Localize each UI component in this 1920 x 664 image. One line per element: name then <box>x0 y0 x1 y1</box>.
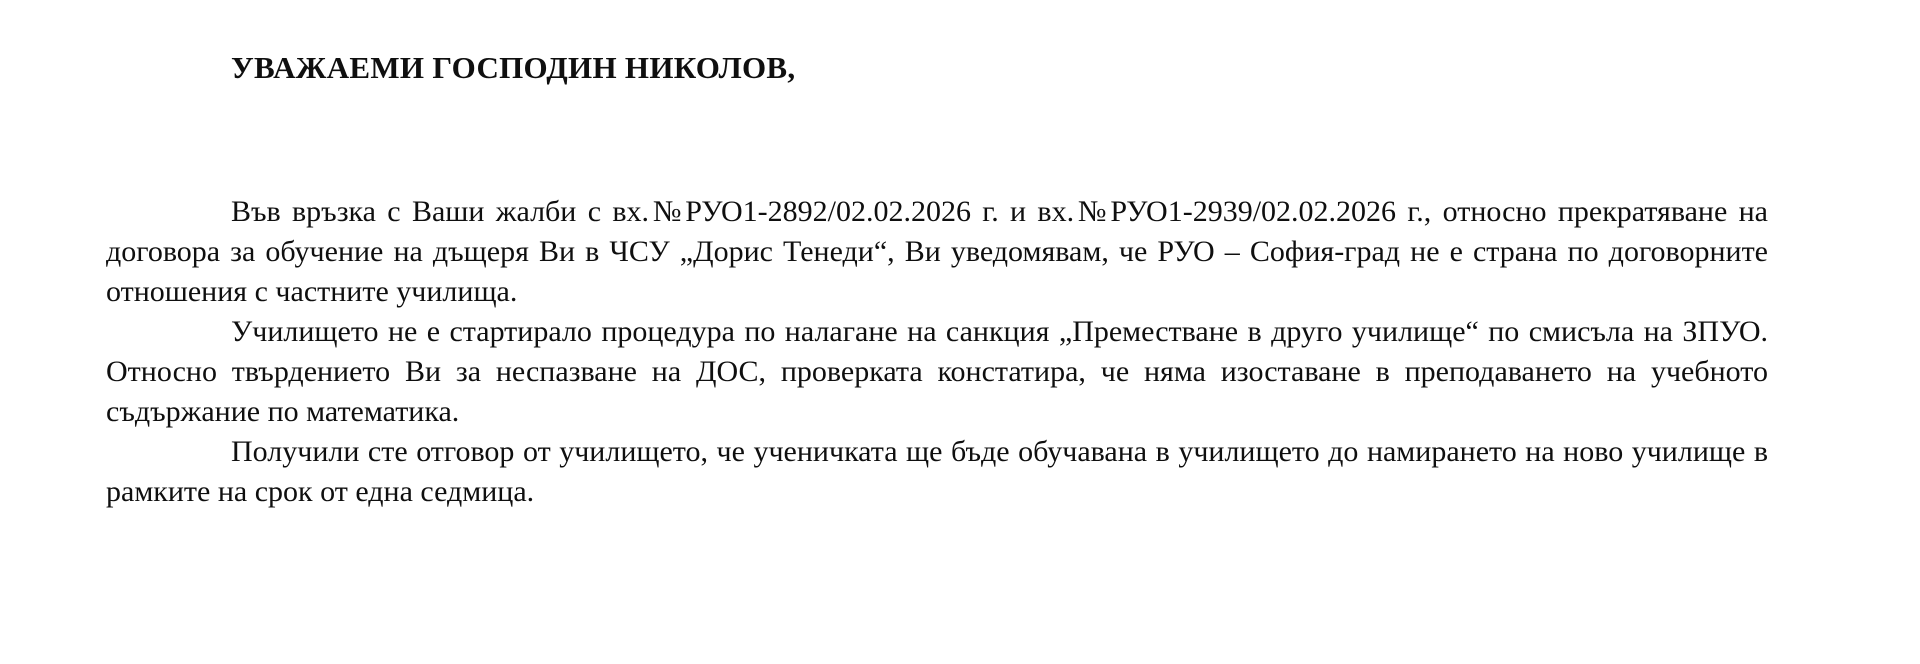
paragraph-complaints-response: Във връзка с Ваши жалби с вх.№РУО1-2892/02.02.2026 г. и вх.№РУО1-2939/02.02.2026 г., относно прекратяване на договора за обучение на дъщеря Ви в ЧСУ „Дорис Тенеди“, Ви уведомявам, че РУО – София-град не е страна по договорните отношения с частните училища. <box>106 195 1768 308</box>
salutation-heading: УВАЖАЕМИ ГОСПОДИН НИКОЛОВ, <box>231 50 796 85</box>
paragraph-sanction-procedure: Училището не е стартирало процедура по налагане на санкция „Преместване в друго училище“ по смисъла на ЗПУО. Относно твърдението Ви за неспазване на ДОС, проверката констатира, че няма изоставане в преподаването на учебното съдържание по математика. <box>106 315 1768 428</box>
paragraph-school-answer: Получили сте отговор от училището, че ученичката ще бъде обучавана в училището до намирането на ново училище в рамките на срок от една седмица. <box>106 435 1768 508</box>
letter-body <box>106 192 1768 512</box>
